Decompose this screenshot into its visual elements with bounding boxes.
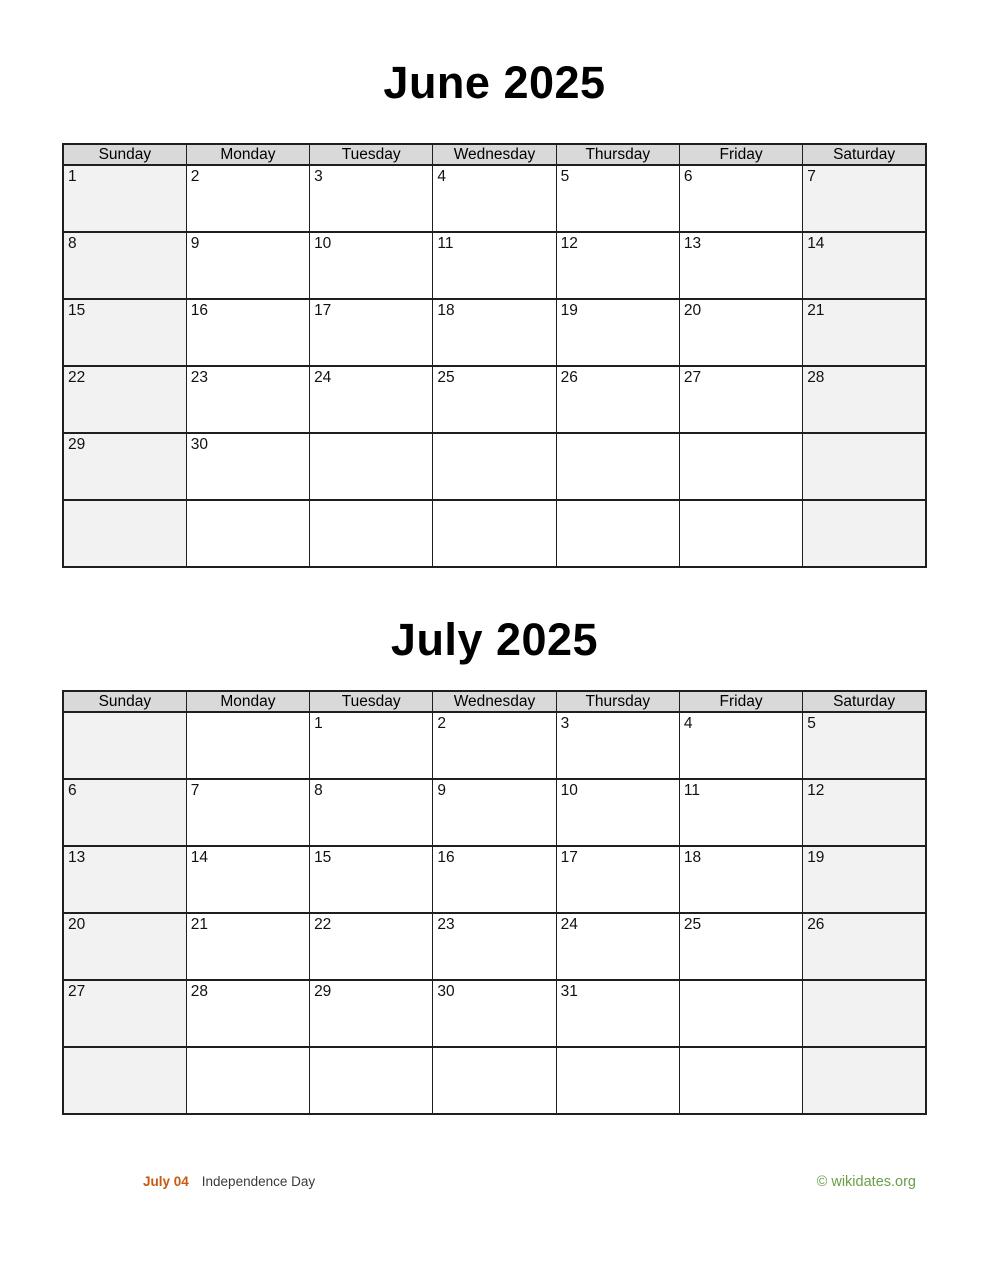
day-cell-july-31: 31 [556,980,679,1047]
copyright-text: © wikidates.org [816,1174,916,1190]
week-row [63,500,926,567]
week-row [63,366,926,433]
month-section-june-2025 [0,0,989,568]
weekday-header-friday: Friday [679,144,802,165]
day-cell-empty [186,1047,309,1114]
day-cell-july-16: 16 [433,846,556,913]
day-cell-june-7: 7 [803,165,926,232]
day-cell-july-18: 18 [679,846,802,913]
day-cell-empty [433,1047,556,1114]
week-row [63,433,926,500]
weekday-header-row [63,691,926,712]
week-row [63,913,926,980]
month-section-july-2025 [0,614,989,1115]
day-cell-empty [63,712,186,779]
week-row [63,232,926,299]
day-cell-july-29: 29 [310,980,433,1047]
day-cell-empty [63,1047,186,1114]
day-cell-empty [310,433,433,500]
day-cell-june-13: 13 [679,232,802,299]
day-cell-july-27: 27 [63,980,186,1047]
day-cell-june-28: 28 [803,366,926,433]
holiday-date: July 04 [143,1174,189,1189]
day-cell-june-3: 3 [310,165,433,232]
day-cell-july-24: 24 [556,913,679,980]
day-cell-empty [679,1047,802,1114]
weekday-header-monday: Monday [186,144,309,165]
weekday-header-saturday: Saturday [803,144,926,165]
week-row [63,1047,926,1114]
day-cell-empty [556,500,679,567]
weekday-header-july [63,691,926,712]
day-cell-empty [803,1047,926,1114]
day-cell-june-22: 22 [63,366,186,433]
day-cell-empty [556,433,679,500]
day-cell-june-20: 20 [679,299,802,366]
day-cell-july-22: 22 [310,913,433,980]
day-cell-empty [679,433,802,500]
day-cell-empty [186,712,309,779]
day-cell-empty [186,500,309,567]
day-cell-june-11: 11 [433,232,556,299]
weekday-header-saturday: Saturday [803,691,926,712]
day-cell-july-23: 23 [433,913,556,980]
day-cell-june-1: 1 [63,165,186,232]
day-cell-empty [433,500,556,567]
week-row [63,299,926,366]
day-cell-july-21: 21 [186,913,309,980]
day-cell-empty [63,500,186,567]
day-cell-july-12: 12 [803,779,926,846]
day-cell-july-2: 2 [433,712,556,779]
day-cell-june-26: 26 [556,366,679,433]
day-cell-july-15: 15 [310,846,433,913]
holiday-note [143,1173,315,1191]
day-cell-july-7: 7 [186,779,309,846]
day-cell-empty [803,500,926,567]
day-cell-june-6: 6 [679,165,802,232]
day-cell-june-16: 16 [186,299,309,366]
day-cell-june-14: 14 [803,232,926,299]
day-cell-july-11: 11 [679,779,802,846]
calendar-table-june [62,143,927,568]
day-cell-june-17: 17 [310,299,433,366]
day-cell-june-21: 21 [803,299,926,366]
weekday-header-thursday: Thursday [556,691,679,712]
calendar-body-july [63,712,926,1114]
calendar-table-july [62,690,927,1115]
day-cell-july-3: 3 [556,712,679,779]
day-cell-june-15: 15 [63,299,186,366]
day-cell-july-10: 10 [556,779,679,846]
weekday-header-monday: Monday [186,691,309,712]
week-row [63,165,926,232]
weekday-header-thursday: Thursday [556,144,679,165]
day-cell-june-23: 23 [186,366,309,433]
day-cell-june-10: 10 [310,232,433,299]
weekday-header-june [63,144,926,165]
day-cell-june-27: 27 [679,366,802,433]
day-cell-july-20: 20 [63,913,186,980]
day-cell-july-25: 25 [679,913,802,980]
day-cell-july-4: 4 [679,712,802,779]
day-cell-june-25: 25 [433,366,556,433]
day-cell-empty [433,433,556,500]
weekday-header-row [63,144,926,165]
day-cell-empty [556,1047,679,1114]
month-title-june: June 2025 [383,57,606,108]
day-cell-june-8: 8 [63,232,186,299]
day-cell-july-13: 13 [63,846,186,913]
day-cell-july-9: 9 [433,779,556,846]
week-row [63,779,926,846]
weekday-header-sunday: Sunday [63,144,186,165]
weekday-header-wednesday: Wednesday [433,144,556,165]
day-cell-july-5: 5 [803,712,926,779]
day-cell-june-12: 12 [556,232,679,299]
weekday-header-wednesday: Wednesday [433,691,556,712]
week-row [63,712,926,779]
day-cell-july-17: 17 [556,846,679,913]
day-cell-june-19: 19 [556,299,679,366]
day-cell-july-14: 14 [186,846,309,913]
day-cell-july-8: 8 [310,779,433,846]
day-cell-empty [310,500,433,567]
day-cell-june-2: 2 [186,165,309,232]
day-cell-june-18: 18 [433,299,556,366]
day-cell-june-30: 30 [186,433,309,500]
day-cell-july-1: 1 [310,712,433,779]
day-cell-june-4: 4 [433,165,556,232]
day-cell-june-29: 29 [63,433,186,500]
weekday-header-friday: Friday [679,691,802,712]
day-cell-july-6: 6 [63,779,186,846]
day-cell-empty [803,980,926,1047]
day-cell-empty [310,1047,433,1114]
month-title-july: July 2025 [390,614,599,665]
day-cell-july-26: 26 [803,913,926,980]
weekday-header-tuesday: Tuesday [310,144,433,165]
day-cell-july-28: 28 [186,980,309,1047]
day-cell-june-24: 24 [310,366,433,433]
weekday-header-sunday: Sunday [63,691,186,712]
weekday-header-tuesday: Tuesday [310,691,433,712]
week-row [63,846,926,913]
day-cell-empty [679,500,802,567]
week-row [63,980,926,1047]
day-cell-july-19: 19 [803,846,926,913]
calendar-body-june [63,165,926,567]
holiday-name: Independence Day [201,1174,316,1189]
day-cell-empty [679,980,802,1047]
day-cell-june-9: 9 [186,232,309,299]
day-cell-empty [803,433,926,500]
page-footer [0,1173,989,1191]
day-cell-june-5: 5 [556,165,679,232]
day-cell-july-30: 30 [433,980,556,1047]
